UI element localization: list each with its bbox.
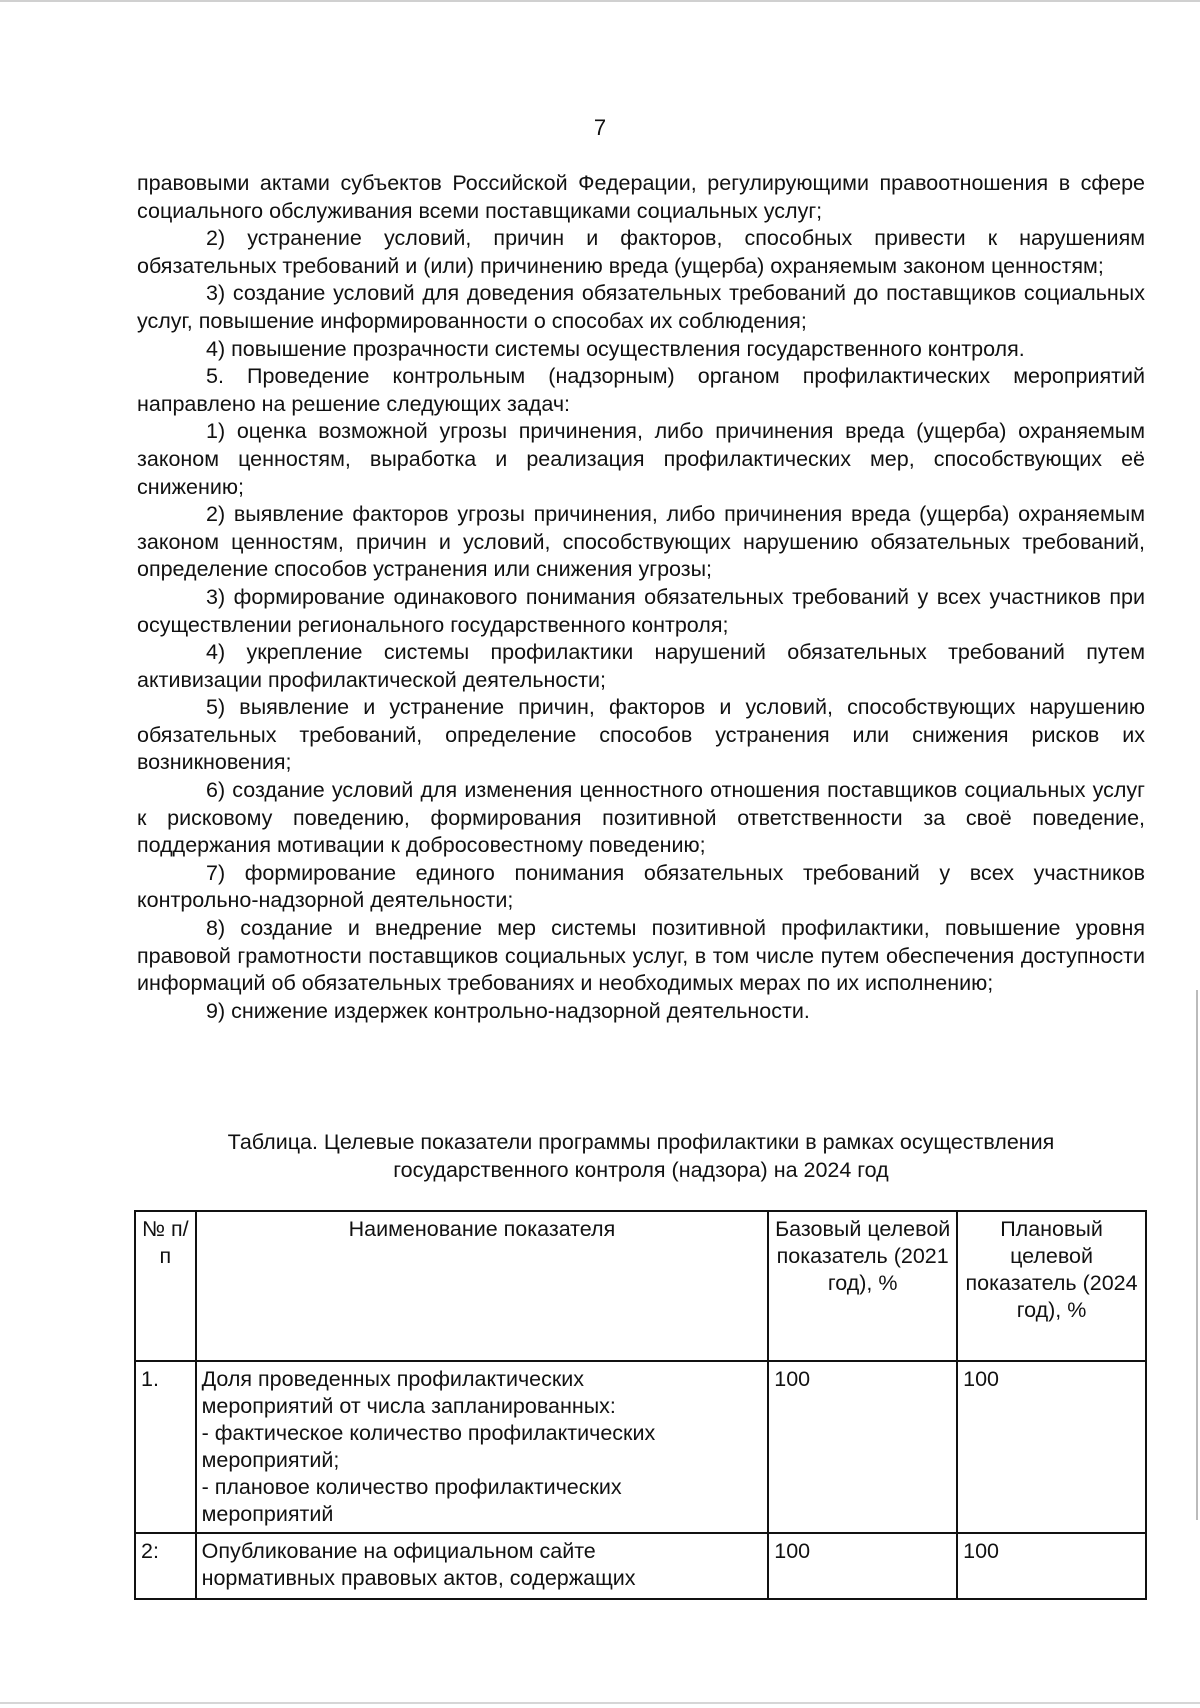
indicators-table <box>134 1210 1147 1600</box>
table-row <box>135 1361 1146 1533</box>
paragraph: 6) создание условий для изменения ценностного отношения поставщиков социальных услуг к рисковому поведению, формирования позитивной ответственности за своё поведение, поддержания мотивации к добросовестному поведению; <box>137 778 1145 858</box>
paragraph: 5. Проведение контрольным (надзорным) органом профилактических мероприятий направлено на решение следующих задач: <box>137 364 1145 416</box>
paragraph: правовыми актами субъектов Российской Федерации, регулирующими правоотношения в сфере социального обслуживания всеми поставщиками социальных услуг; <box>137 171 1145 223</box>
paragraph: 4) укрепление системы профилактики нарушений обязательных требований путем активизации профилактической деятельности; <box>137 640 1145 692</box>
row-name-line: мероприятий; <box>201 1448 340 1472</box>
scan-edge-right <box>1196 990 1198 1520</box>
row-plan-value: 100 <box>957 1361 1146 1533</box>
scan-edge-top <box>0 0 1200 2</box>
body-text <box>137 170 1145 1025</box>
table-header-row <box>135 1211 1146 1361</box>
row-plan-value: 100 <box>957 1533 1146 1599</box>
paragraph: 4) повышение прозрачности системы осуществления государственного контроля. <box>206 336 1025 361</box>
table-row <box>135 1533 1146 1599</box>
paragraph: 8) создание и внедрение мер системы позитивной профилактики, повышение уровня правовой грамотности поставщиков социальных услуг, в том числе путем обеспечения доступности информаций об обязательных требованиях и необходимых мерах по их исполнению; <box>137 916 1145 996</box>
table-caption-line: государственного контроля (надзора) на 2024 год <box>393 1158 889 1182</box>
row-name-line: мероприятий <box>201 1502 334 1526</box>
row-name <box>196 1533 769 1599</box>
header-plan: Плановый целевой показатель (2024 год), % <box>957 1211 1146 1361</box>
row-name-line: мероприятий от числа запланированных: <box>201 1394 616 1418</box>
header-base: Базовый целевой показатель (2021 год), % <box>768 1211 957 1361</box>
row-name-cropped <box>202 1538 763 1594</box>
paragraph: 2) выявление факторов угрозы причинения, либо причинения вреда (ущерба) охраняемым законом ценностям, причин и условий, способствующих нарушению обязательных требований, определение способов устранения или снижения угрозы; <box>137 502 1145 582</box>
row-num: 2: <box>135 1533 196 1599</box>
paragraph: 1) оценка возможной угрозы причинения, либо причинения вреда (ущерба) охраняемым законом ценностям, выработка и реализация профилактических мер, способствующих её снижению; <box>137 419 1145 499</box>
paragraph: 9) снижение издержек контрольно-надзорной деятельности. <box>206 998 810 1023</box>
row-name-line: нормативных правовых актов, содержащих <box>201 1566 636 1590</box>
table-caption <box>137 1128 1145 1184</box>
paragraph: 3) создание условий для доведения обязательных требований до поставщиков социальных услуг, повышение информированности о способах их соблюдения; <box>137 281 1145 333</box>
paragraph: 7) формирование единого понимания обязательных требований у всех участников контрольно-надзорной деятельности; <box>137 860 1145 913</box>
row-name-line: - плановое количество профилактических <box>201 1475 622 1499</box>
paragraph: 3) формирование одинакового понимания обязательных требований у всех участников при осуществлении регионального государственного контроля; <box>137 584 1145 637</box>
page-number: 7 <box>593 115 607 140</box>
paragraph: 5) выявление и устранение причин, факторов и условий, способствующих нарушению обязательных требований, определение способов устранения или снижения рисков их возникновения; <box>137 695 1145 775</box>
paragraph: 2) устранение условий, причин и факторов, способных привести к нарушениям обязательных требований и (или) причинению вреда (ущерба) охраняемым законом ценностям; <box>137 226 1145 278</box>
header-name: Наименование показателя <box>196 1211 769 1361</box>
header-num: № п/п <box>135 1211 196 1361</box>
row-name <box>196 1361 769 1533</box>
scan-edge-bottom <box>0 1702 1200 1704</box>
row-base-value: 100 <box>768 1361 957 1533</box>
row-name-line: Доля проведенных профилактических <box>201 1367 585 1391</box>
row-num: 1. <box>135 1361 196 1533</box>
row-name-line: Опубликование на официальном сайте <box>201 1539 596 1563</box>
row-base-value: 100 <box>768 1533 957 1599</box>
row-name-line: - фактическое количество профилактических <box>201 1421 656 1445</box>
table-caption-line: Таблица. Целевые показатели программы профилактики в рамках осуществления <box>227 1130 1055 1154</box>
